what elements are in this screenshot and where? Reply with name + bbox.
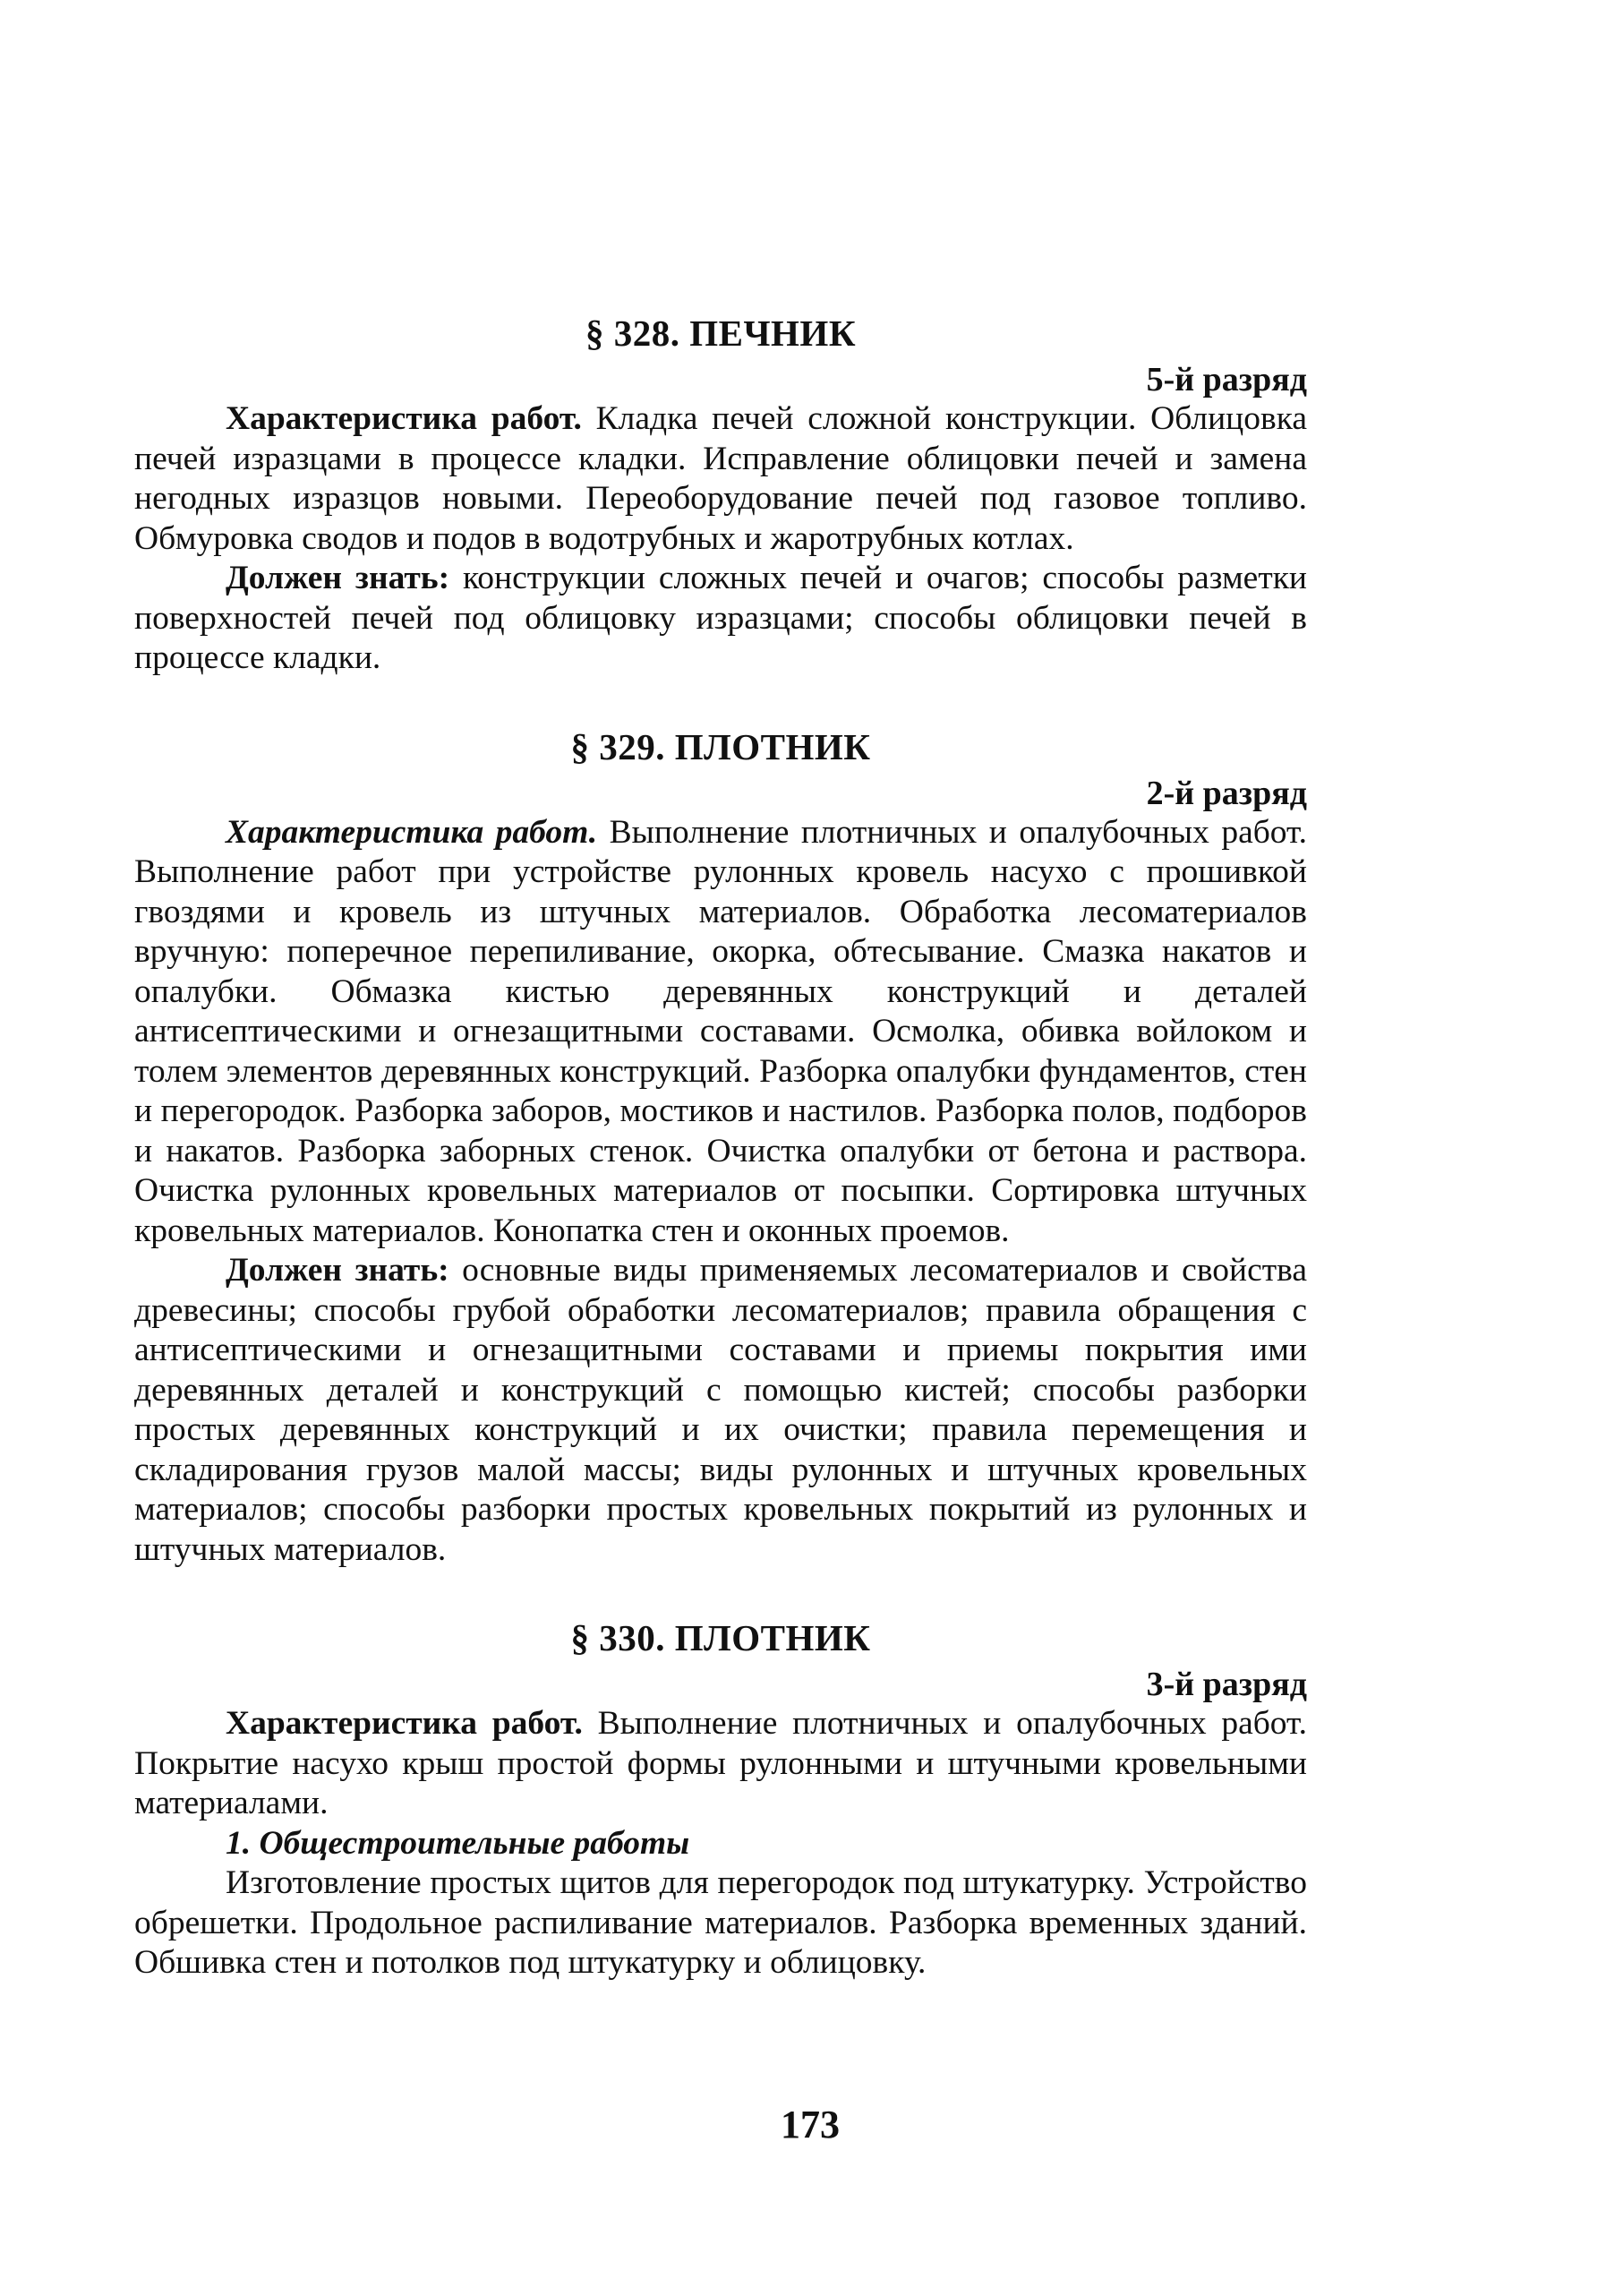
subsection-text: Изготовление простых щитов для перегородок под штукатурку. Устройство обрешетки. Продольное распиливание материалов. Разборка временных зданий. Обшивка стен и потолков под штукатурку и облицовку. xyxy=(134,1864,1307,1981)
work-characteristics-text: Выполнение плотничных и опалубочных работ. Покрытие насухо крыш простой формы рулонными и штучными кровельными материалами. xyxy=(134,1705,1307,1821)
grade-label: 5-й разряд xyxy=(1146,361,1307,398)
required-knowledge-label: Должен знать: xyxy=(226,560,450,596)
required-knowledge-label: Должен знать: xyxy=(226,1252,449,1289)
grade-label: 3-й разряд xyxy=(1146,1666,1307,1703)
section-title: § 329. ПЛОТНИК xyxy=(570,725,871,767)
work-characteristics-label: Характеристика работ. xyxy=(226,400,582,437)
work-characteristics-label: Характеристика работ. xyxy=(226,1705,583,1742)
required-knowledge-text: конструкции сложных печей и очагов; способы разметки поверхностей печей под облицовку изразцами; способы облицовки печей в процессе кладки. xyxy=(134,560,1307,676)
required-knowledge xyxy=(134,559,1307,679)
section-330 xyxy=(134,1616,1307,1983)
work-characteristics xyxy=(134,813,1307,1252)
grade-label: 2-й разряд xyxy=(1146,774,1307,812)
required-knowledge-text: основные виды применяемых лесоматериалов и свойства древесины; способы грубой обработки лесоматериалов; правила обращения с антисептическими и огнезащитными составами и приемы покрытия ими деревянных деталей и конструкций с помощью кистей; способы разборки простых деревянных конструкций и их очистки; правила перемещения и складирования грузов малой массы; виды рулонных и штучных кровельных материалов; способы разборки простых кровельных покрытий из рулонных и штучных материалов. xyxy=(134,1252,1307,1568)
page-number: 173 xyxy=(781,2103,840,2146)
work-characteristics xyxy=(134,399,1307,559)
work-characteristics-label: Характеристика работ. xyxy=(226,813,598,851)
subsection-heading: 1. Общестроительные работы xyxy=(226,1824,690,1862)
work-characteristics-text: Выполнение плотничных и опалубочных работ. Выполнение работ при устройстве рулонных кровель насухо с прошивкой гвоздями и кровель из штучных материалов. Обработка лесоматериалов вручную: поперечное перепиливание, окорка, обтесывание. Смазка накатов и опалубки. Обмазка кистью деревянных конструкций и деталей антисептическими и огнезащитными составами. Осмолка, обивка войлоком и толем элементов деревянных конструкций. Разборка опалубки фундаментов, стен и перегородок. Разборка заборов, мостиков и настилов. Разборка полов, подборов и накатов. Разборка заборных стенок. Очистка опалубки от бетона и раствора. Очистка рулонных кровельных материалов от посыпки. Сортировка штучных кровельных материалов. Конопатка стен и оконных проемов. xyxy=(134,813,1307,1249)
page-body xyxy=(134,312,1307,1983)
work-characteristics-text: Кладка печей сложной конструкции. Облицовка печей изразцами в процессе кладки. Исправление облицовки печей и замена негодных изразцов новыми. Переоборудование печей под газовое топливо. Обмуровка сводов и подов в водотрубных и жаротрубных котлах. xyxy=(134,400,1308,557)
section-329 xyxy=(134,725,1307,1571)
work-characteristics xyxy=(134,1704,1307,1824)
section-328 xyxy=(134,312,1307,679)
section-title: § 330. ПЛОТНИК xyxy=(570,1617,871,1658)
required-knowledge xyxy=(134,1251,1307,1570)
section-title: § 328. ПЕЧНИК xyxy=(585,313,857,354)
